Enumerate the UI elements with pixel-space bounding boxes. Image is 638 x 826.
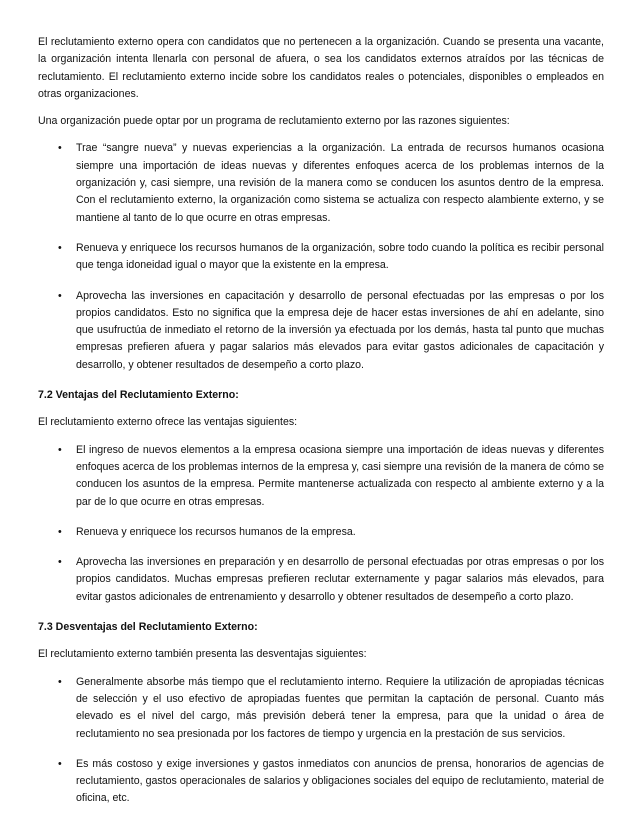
- section-heading-advantages: 7.2 Ventajas del Reclutamiento Externo:: [38, 389, 239, 402]
- list-item-text: Aprovecha las inversiones en capacitación y desarrollo de personal efectuadas por las empresas o por los propios candidatos. Esto no significa que la empresa deje de hacer estas inversiones de ahí en adelante, sino que usufructúa de inmediato el retorno de la inversión ya efectuada por los demás, hasta tal punto que muchas empresas prefieren afuera y pagar salarios más elevados para evitar gastos adicionales de capacitación y desarrollo, y obtener resultados de desempeño a corto plazo.: [76, 289, 604, 371]
- bullet-icon: •: [58, 142, 62, 155]
- document-page: [38, 34, 604, 821]
- list-item-text: El ingreso de nuevos elementos a la empresa ocasiona siempre una importación de ideas nuevas y diferentes enfoques acerca de los problemas internos de la empresa y, casi siempre una revisión de la manera de cómo se conducen los asuntos de la empresa. Permite mantenerse actualizada con respecto al ambiente externo y a la par de lo que ocurre en otras empresas.: [76, 443, 605, 508]
- list-item-text: Generalmente absorbe más tiempo que el reclutamiento interno. Requiere la utilización de apropiadas técnicas de selección y el uso efectivo de apropiadas fuentes que permitan la captación de personal. Cuanto más elevado es el nivel del cargo, más previsión deberá tener la empresa, para que la unidad o área de reclutamiento no sea presionada por los factores de tiempo y urgencia en la prestación de sus servicios.: [76, 675, 604, 740]
- bullet-icon: •: [58, 443, 62, 456]
- bullet-icon: •: [58, 757, 62, 770]
- disadvantages-intro: El reclutamiento externo también presenta las desventajas siguientes:: [38, 648, 367, 661]
- intro-paragraph-1: El reclutamiento externo opera con candidatos que no pertenecen a la organización. Cuando se presenta una vacante, la organización intenta llenarla con personal de afuera, o sea los candidatos externos atraídos por las técnicas de reclutamiento. El reclutamiento externo incide sobre los candidatos reales o potenciales, disponibles o empleados en otras organizaciones.: [38, 36, 604, 100]
- list-item-text: Renueva y enriquece los recursos humanos de la empresa.: [76, 525, 356, 538]
- bullet-icon: •: [58, 241, 62, 254]
- list-item: [38, 288, 604, 374]
- list-item: [38, 756, 604, 808]
- list-item-text: Es más costoso y exige inversiones y gastos inmediatos con anuncios de prensa, honorarios de agencias de reclutamiento, gastos operacionales de salarios y obligaciones sociales del equipo de reclutamiento, material de oficina, etc.: [76, 757, 604, 805]
- bullet-icon: •: [58, 525, 62, 538]
- intro-paragraph-2: Una organización puede optar por un programa de reclutamiento externo por las razones siguientes:: [38, 115, 510, 128]
- list-item: [38, 524, 604, 541]
- bullet-icon: •: [58, 675, 62, 688]
- list-item-text: Trae “sangre nueva” y nuevas experiencias a la organización. La entrada de recursos humanos ocasiona siempre una importación de ideas nuevas y diferentes enfoques acerca de los problemas internos de la organización y, casi siempre, una revisión de la manera como se conducen los asuntos dentro de la empresa. Con el reclutamiento externo, la organización como sistema se actualiza con respecto alambiente externo, y se mantiene al tanto de lo que ocurre en otras empresas.: [76, 142, 604, 224]
- disadvantages-list: [38, 674, 604, 808]
- list-item: [38, 554, 604, 606]
- list-item: [38, 140, 604, 226]
- advantages-intro: El reclutamiento externo ofrece las ventajas siguientes:: [38, 416, 298, 429]
- bullet-icon: •: [58, 556, 62, 569]
- bullet-icon: •: [58, 289, 62, 302]
- list-item: [38, 674, 604, 743]
- advantages-list: [38, 442, 604, 606]
- list-item: [38, 240, 604, 275]
- reasons-list: [38, 140, 604, 374]
- list-item: [38, 442, 604, 511]
- list-item-text: Renueva y enriquece los recursos humanos de la organización, sobre todo cuando la política es recibir personal que tenga idoneidad igual o mayor que la existente en la empresa.: [76, 241, 604, 272]
- section-heading-disadvantages: 7.3 Desventajas del Reclutamiento Externo:: [38, 621, 258, 634]
- list-item-text: Aprovecha las inversiones en preparación y en desarrollo de personal efectuadas por otras empresas o por los propios candidatos. Muchas empresas prefieren reclutar externamente y pagar salarios más elevados, para evitar gastos adicionales de entrenamiento y desarrollo y obtener resultados de desempeño a corto plazo.: [76, 556, 604, 603]
